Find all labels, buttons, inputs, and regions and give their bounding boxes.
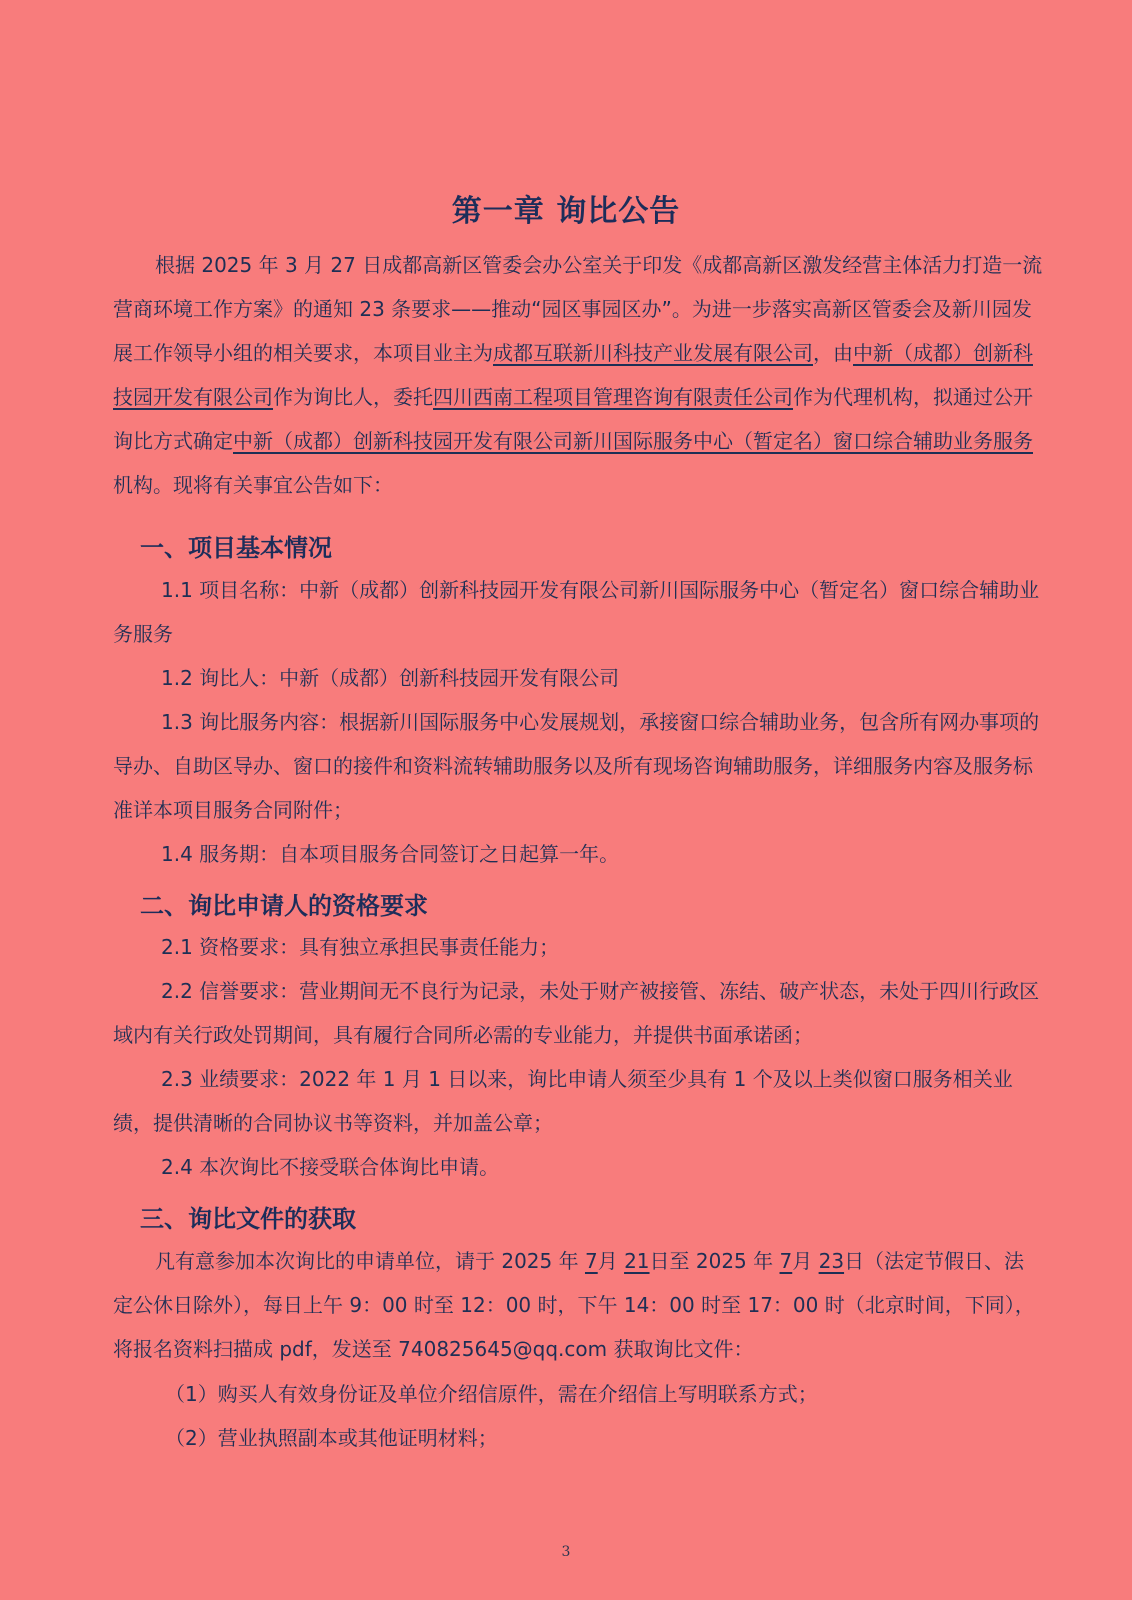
acq-text: 日至 2025 年 — [649, 1249, 780, 1273]
page-number: 3 — [561, 1544, 571, 1560]
intro-text: 作为询比人，委托 — [273, 385, 433, 409]
acq-text: 日（法定节假日、法定公休日除外），每日上午 9：00 时至 12：00 时，下午 14：00 时至 17：00 时（北京时间，下同），将报名资料扫描成 pdf，发送至 740825645@qq.com 获取询比文件： — [113, 1249, 1035, 1361]
requirement-1: （1）购买人有效身份证及单位介绍信原件，需在介绍信上写明联系方式； — [165, 1382, 818, 1406]
item-1-1: 1.1 项目名称：中新（成都）创新科技园开发有限公司新川国际服务中心（暂定名）窗口综合辅助业务服务 — [113, 578, 1040, 646]
acquisition-paragraph — [113, 1239, 1043, 1371]
requirement-2: （2）营业执照副本或其他证明材料； — [165, 1426, 498, 1450]
acq-text: 月 — [597, 1249, 625, 1273]
section-heading: 三、询比文件的获取 — [140, 1205, 356, 1233]
intro-text: 作为代理机构，拟通过公开询比方式确定 — [113, 385, 1033, 453]
item-1-2: 1.2 询比人：中新（成都）创新科技园开发有限公司 — [161, 666, 620, 690]
end-month: 7 — [779, 1249, 793, 1273]
item-2-1: 2.1 资格要求：具有独立承担民事责任能力； — [161, 935, 560, 959]
intro-text: 根据 2025 年 3 月 27 日成都高新区管委会办公室关于印发《成都高新区激发经营主体活力打造一流营商环境工作方案》的通知 23 条要求——推动“园区事园区办”。为进一步落实高新区管委会及新川园发展工作领导小组的相关要求，本项目业主为 — [113, 253, 1043, 365]
project-name: 中新（成都）创新科技园开发有限公司新川国际服务中心（暂定名）窗口综合辅助业务服务 — [233, 429, 1033, 453]
agent-name: 四川西南工程项目管理咨询有限责任公司 — [433, 385, 793, 409]
section-heading: 一、项目基本情况 — [140, 534, 332, 562]
intro-text: ，由 — [813, 341, 853, 365]
intro-text: 机构。现将有关事宜公告如下： — [113, 473, 393, 497]
item-1-3: 1.3 询比服务内容：根据新川国际服务中心发展规划，承接窗口综合辅助业务，包含所有网办事项的导办、自助区导办、窗口的接件和资料流转辅助服务以及所有现场咨询辅助服务，详细服务内容及服务标准详本项目服务合同附件； — [113, 710, 1040, 822]
item-1-4: 1.4 服务期：自本项目服务合同签订之日起算一年。 — [161, 842, 620, 866]
item-2-3: 2.3 业绩要求：2022 年 1 月 1 日以来，询比申请人须至少具有 1 个及以上类似窗口服务相关业绩，提供清晰的合同协议书等资料，并加盖公章； — [113, 1067, 1013, 1135]
inquirer-name: 中新（成都）创新科技园开发有限公司 — [113, 341, 1033, 409]
intro-paragraph — [113, 243, 1043, 507]
chapter-title: 第一章 询比公告 — [451, 194, 681, 229]
item-2-4: 2.4 本次询比不接受联合体询比申请。 — [161, 1155, 500, 1179]
acq-text: 月 — [792, 1249, 819, 1273]
item-2-2: 2.2 信誉要求：营业期间无不良行为记录，未处于财产被接管、冻结、破产状态，未处于四川行政区域内有关行政处罚期间，具有履行合同所必需的专业能力，并提供书面承诺函； — [113, 979, 1040, 1047]
owner-name: 成都互联新川科技产业发展有限公司 — [493, 341, 813, 365]
start-month: 7 — [584, 1249, 598, 1273]
start-day: 21 — [624, 1249, 650, 1273]
acq-text: 凡有意参加本次询比的申请单位，请于 2025 年 — [155, 1249, 585, 1273]
section-heading: 二、询比申请人的资格要求 — [140, 892, 428, 920]
end-day: 23 — [818, 1249, 845, 1273]
